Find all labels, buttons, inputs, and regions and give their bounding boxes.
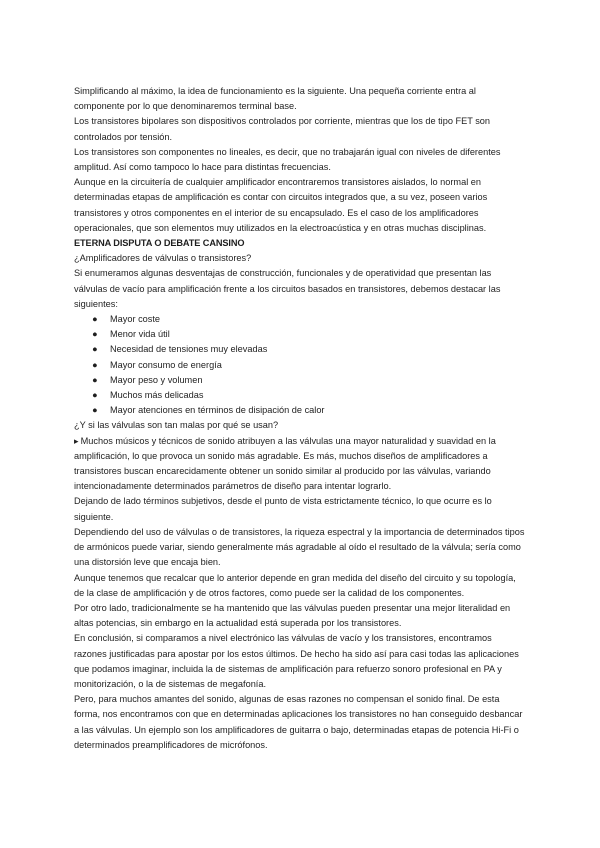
list-item-text: Mayor consumo de energía (110, 359, 222, 370)
bullet-icon: ● (92, 344, 98, 355)
bullet-icon: ● (92, 314, 98, 325)
document-page (74, 84, 526, 753)
body-paragraph-7: Pero, para muchos amantes del sonido, algunas de esas razones no compensan el sonido final. De esta forma, nos encontramos con que en determinadas aplicaciones los transistores no han conseguido desbancar a las válvulas. Un ejemplo son los amplificadores de guitarra o bajo, determinadas etapas de potencia Hi-Fi o determinados preamplificadores de micrófonos. (74, 694, 523, 750)
question-why-valves: ¿Y si las válvulas son tan malas por qué se usan? (74, 420, 279, 431)
list-item (92, 388, 526, 403)
body-paragraph-6: En conclusión, si comparamos a nivel electrónico las válvulas de vacío y los transistores, encontramos razones justificadas para apostar por los estos últimos. De hecho ha sido así para casi todas las aplicaciones que podamos imaginar, incluida la de sistemas de amplificación para refuerzo sonoro profesional en PA y monitorización, o la de sistemas de megafonía. (74, 633, 519, 689)
bullet-icon: ● (92, 359, 98, 370)
body-paragraph-1-text: Muchos músicos y técnicos de sonido atribuyen a las válvulas una mayor naturalidad y suavidad en la amplificación, lo que provoca un sonido más agradable. Es más, muchos diseños de amplificadores a transistores buscan encarecidamente obtener un sonido similar al producido por las válvulas, variando intencionadamente determinados parámetros de diseño para intentar lograrlo. (74, 435, 496, 492)
disadvantages-list (74, 312, 526, 418)
intro-paragraph-1: Simplificando al máximo, la idea de funcionamiento es la siguiente. Una pequeña corriente entra al componente por lo que denominaremos terminal base. (74, 86, 476, 112)
intro-paragraph-4: Aunque en la circuitería de cualquier amplificador encontraremos transistores aislados, lo normal en determinadas etapas de amplificación es contar con circuitos integrados que, a su vez, poseen varios transistores y otros componentes en el interior de su encapsulado. Es el caso de los amplificadores operacionales, que son elementos muy utilizados en la electroacústica y en otras muchas disciplinas. (74, 177, 488, 233)
body-paragraph-4: Aunque tenemos que recalcar que lo anterior depende en gran medida del diseño del circuito y su topología, de la clase de amplificación y de otros factores, como puede ser la calidad de los componentes. (74, 572, 516, 598)
body-paragraph-5: Por otro lado, tradicionalmente se ha mantenido que las válvulas pueden presentar una mejor literalidad en altas potencias, sin embargo en la actualidad está superada por los transistores. (74, 602, 511, 629)
list-intro-paragraph: Si enumeramos algunas desventajas de construcción, funcionales y de operatividad que presentan las válvulas de vacío para amplificación frente a los circuitos basados en transistores, debemos destacar las siguientes: (74, 268, 501, 309)
list-item (92, 342, 526, 357)
bullet-icon: ● (92, 390, 98, 401)
section-heading: ETERNA DISPUTA O DEBATE CANSINO (74, 238, 245, 249)
list-item (92, 312, 526, 327)
list-item-text: Muchos más delicadas (110, 390, 204, 401)
list-item (92, 358, 526, 373)
list-item-text: Menor vida útil (110, 329, 170, 340)
bullet-icon: ● (92, 374, 98, 385)
list-item (92, 327, 526, 342)
list-item (92, 373, 526, 388)
intro-paragraph-2: Los transistores bipolares son dispositivos controlados por corriente, mientras que los de tipo FET son controlados por tensión. (74, 116, 491, 142)
list-item (92, 403, 526, 418)
list-item-text: Mayor coste (110, 314, 161, 325)
bullet-icon: ● (92, 329, 98, 340)
body-paragraph-1 (74, 434, 526, 495)
arrow-icon: ▸ (74, 435, 79, 446)
list-item-text: Mayor atenciones en términos de disipación de calor (110, 405, 325, 416)
body-paragraph-3: Dependiendo del uso de válvulas o de transistores, la riqueza espectral y la importancia de determinados tipos de armónicos puede variar, siendo generalmente más agradable al oído el resultado de la válvula; sería como una distorsión leve que encaja bien. (74, 526, 525, 568)
question-amplifiers: ¿Amplificadores de válvulas o transistores? (74, 253, 252, 264)
intro-paragraph-3: Los transistores son componentes no lineales, es decir, que no trabajarán igual con niveles de diferentes amplitud. Así como tampoco lo hace para distintas frecuencias. (74, 146, 501, 173)
bullet-icon: ● (92, 405, 98, 416)
list-item-text: Mayor peso y volumen (110, 374, 203, 385)
body-paragraph-2: Dejando de lado términos subjetivos, desde el punto de vista estrictamente técnico, lo que ocurre es lo siguiente. (74, 496, 492, 522)
list-item-text: Necesidad de tensiones muy elevadas (110, 344, 268, 355)
